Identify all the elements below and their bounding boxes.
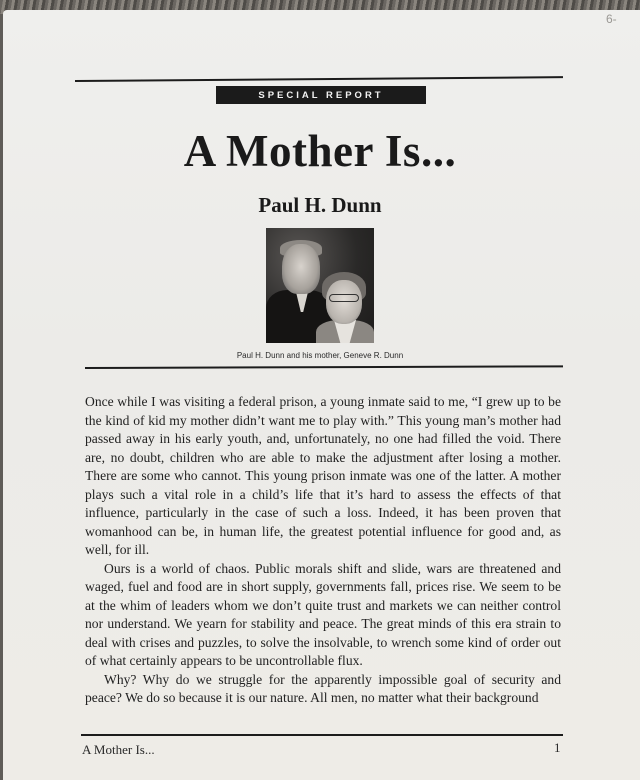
paragraph: Ours is a world of chaos. Public morals shift and slide, wars are threatened and waged, fuel and food are in short supply, governments fall, prices rise. We seem to be at the whim of leaders whom we don’t quite trust and markets we can neither control nor understand. We yearn for stability and peace. The great minds of this era strain to deal with crises and puzzles, to solve the insolvable, to wrench some kind of order out of what certainly appears to be uncontrollable flux. — [85, 560, 561, 668]
handwritten-page-mark: 6- — [606, 12, 617, 26]
section-banner: SPECIAL REPORT — [216, 86, 426, 104]
photo-face-woman — [326, 280, 362, 324]
paragraph: Once while I was visiting a federal prison, a young inmate said to me, “I grew up to be the kind of kid my mother didn’t want me to play with.” This young man’s mother had passed away in his early youth, and, unfortunately, no one had filled the void. There are, no doubt, children who are able to make the adjustment after losing a mother. There are some who cannot. This young prison inmate was one of the latter. A mother plays such a vital role in a child’s life that it’s hard to assess the effects of that influence, particularly in the case of such a loss. Indeed, it has been proven that womanhood can be, in human life, the greatest potential influence for good and, as well, for ill. — [85, 394, 561, 557]
footer-page-number: 1 — [554, 740, 561, 755]
top-rule — [75, 76, 563, 82]
article-author: Paul H. Dunn — [258, 193, 382, 217]
photo-glasses — [329, 294, 359, 302]
author-photo — [266, 228, 374, 343]
document-page — [3, 10, 640, 780]
photo-caption: Paul H. Dunn and his mother, Geneve R. Dunn — [236, 351, 404, 360]
middle-rule — [85, 365, 563, 369]
article-title: A Mother Is... — [183, 126, 457, 176]
paragraph: Why? Why do we struggle for the apparently impossible goal of security and peace? We do so because it is our nature. All men, no matter what their background — [85, 671, 561, 705]
footer-running-title: A Mother Is... — [82, 742, 155, 757]
footer-rule — [81, 734, 563, 736]
photo-face-man — [282, 244, 320, 294]
article-body — [85, 393, 561, 708]
